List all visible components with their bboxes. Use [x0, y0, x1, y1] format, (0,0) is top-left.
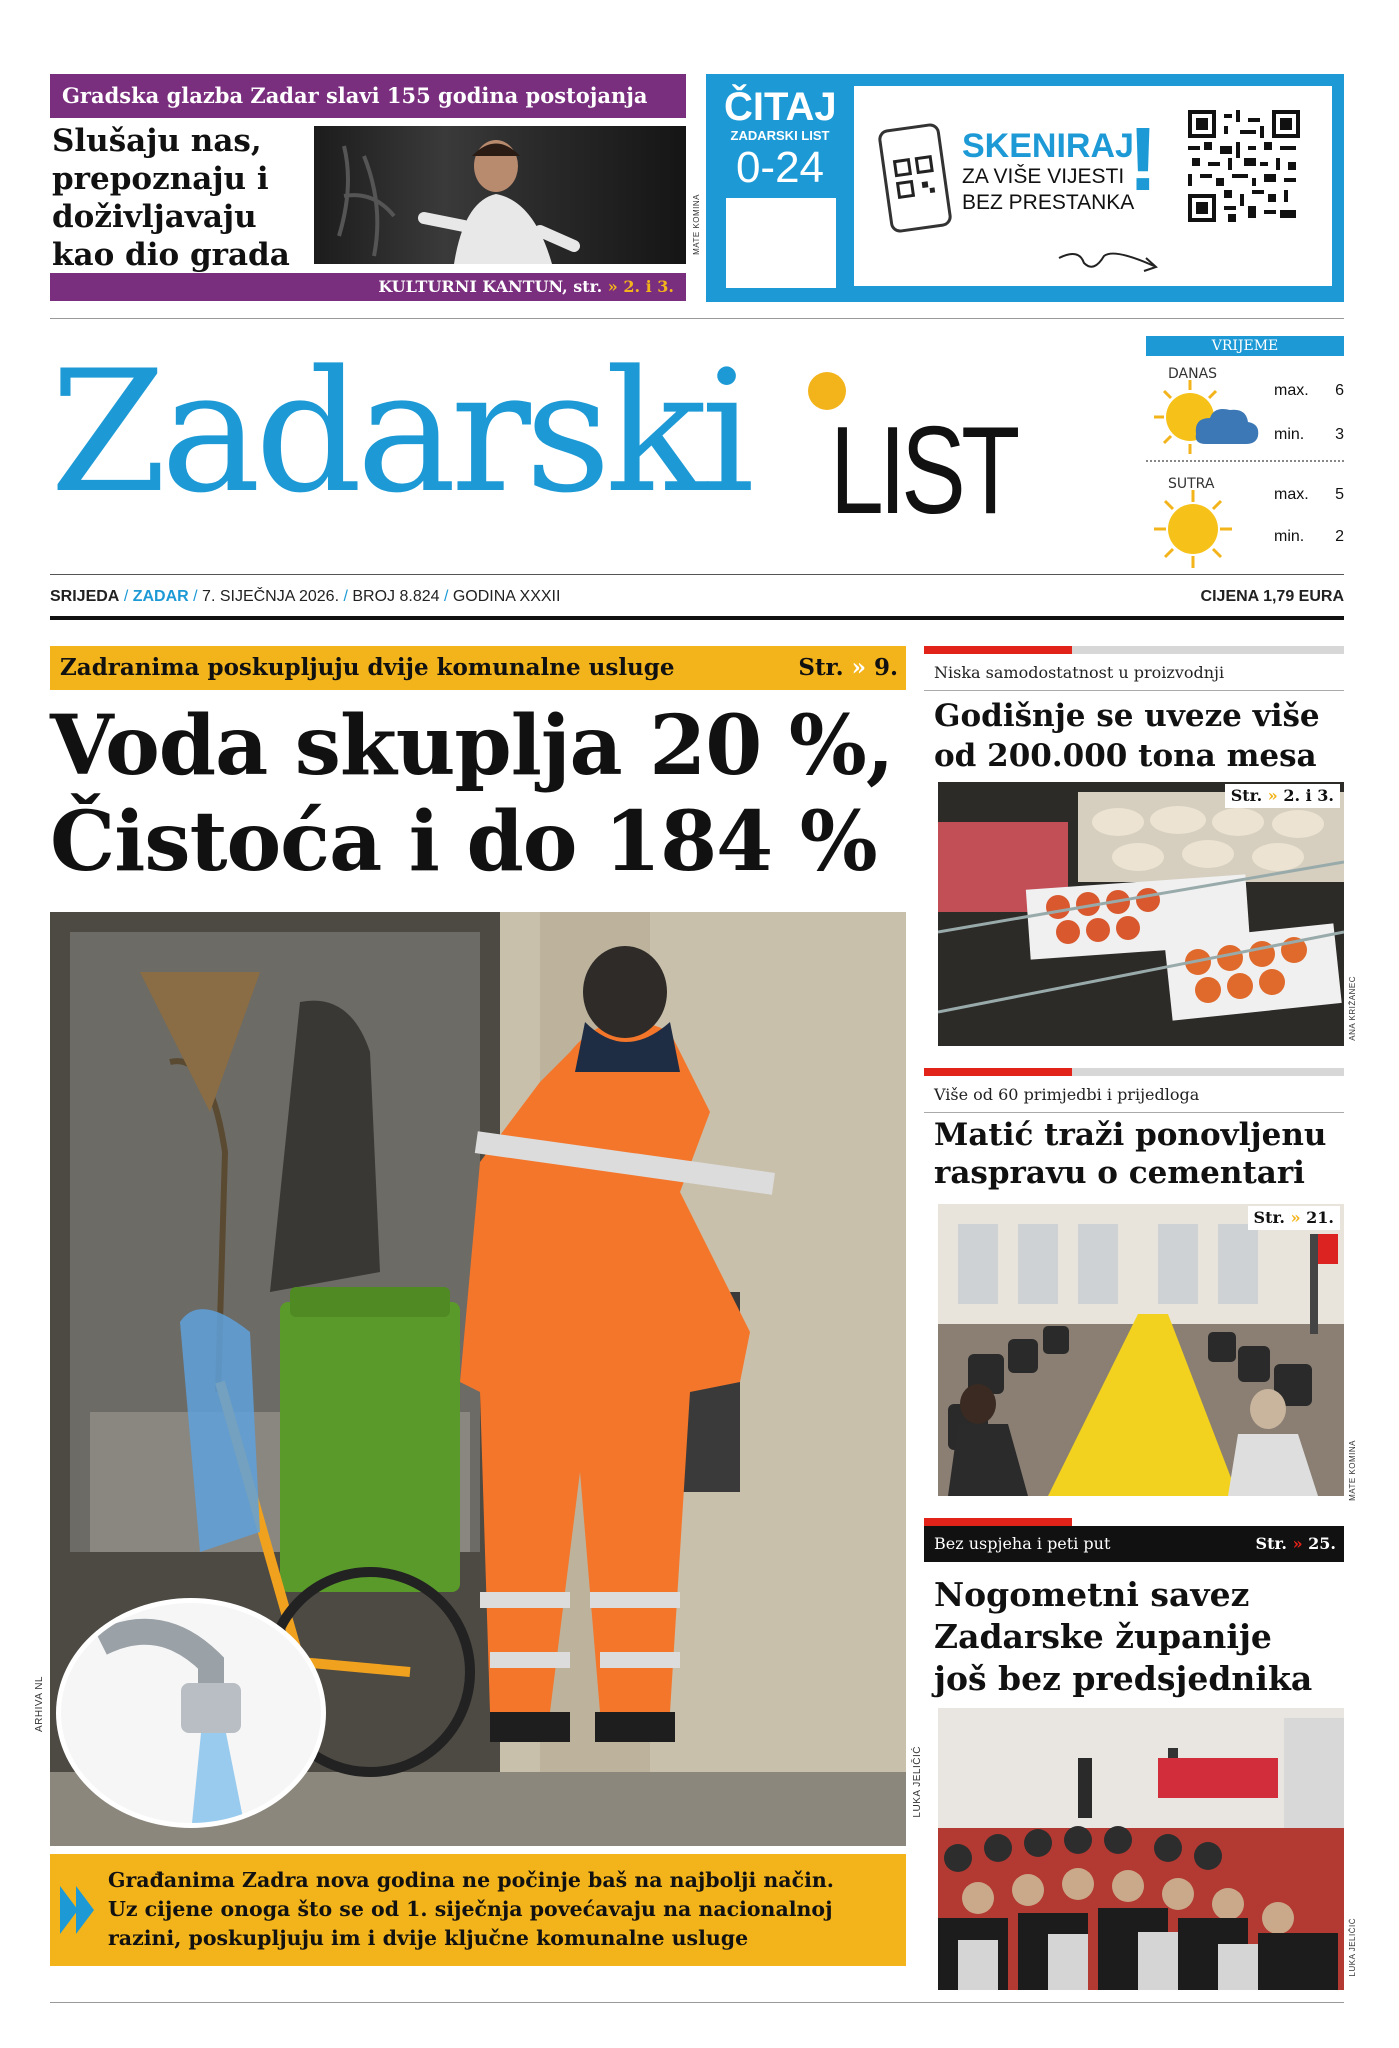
promo-footer: KULTURNI KANTUN, str. » 2. i 3.: [50, 273, 686, 301]
sidebar-page-ref: Str. » 2. i 3.: [1225, 784, 1340, 808]
lead-photo-street-cleaner: [50, 912, 906, 1846]
dateline-city: ZADAR: [132, 588, 189, 605]
divider: [50, 616, 1344, 620]
sidebar-story-cement[interactable]: [924, 1068, 1357, 1504]
tomorrow-min: 2: [1335, 528, 1344, 545]
lead-page: 9.: [873, 654, 898, 681]
arrow-squiggle-icon: [1054, 238, 1164, 283]
weather-box: [1146, 336, 1344, 558]
promo-culture[interactable]: [50, 74, 701, 301]
sidebar-headline: Matić traži ponovljenu raspravu o cementari: [934, 1117, 1327, 1191]
masthead[interactable]: [50, 334, 1130, 550]
sidebar-photo-assembly: [938, 1708, 1344, 1990]
lead-headline: Voda skuplja 20 %, Čistoća i do 184 %: [50, 698, 894, 890]
weather-divider: [1146, 460, 1344, 462]
promo-photo-conductor: [314, 126, 686, 264]
exclamation-icon: !: [1128, 110, 1158, 210]
sun-cloud-icon: [1148, 372, 1268, 467]
masthead-list: LIST: [830, 402, 1016, 540]
lead-page-label: Str.: [798, 654, 844, 681]
dateline-date: 7. SIJEČNJA 2026.: [202, 588, 340, 605]
scan-title: SKENIRAJ: [962, 127, 1134, 165]
lead-kicker-bar: Zadranima poskupljuju dvije komunalne usluge Str. » 9.: [50, 646, 906, 690]
tomorrow-max-label: max.: [1274, 486, 1309, 503]
lead-kicker: Zadranima poskupljuju dvije komunalne usluge: [60, 654, 675, 681]
today-max: 6: [1335, 382, 1344, 399]
sidebar-kicker: Više od 60 primjedbi i prijedloga: [934, 1085, 1200, 1104]
sidebar-page-ref: Str. » 21.: [1248, 1206, 1340, 1230]
weather-title: VRIJEME: [1146, 336, 1344, 356]
dateline: SRIJEDA / ZADAR / 7. SIJEČNJA 2026. / BROJ 8.824 / GODINA XXXII CIJENA 1,79 EURA: [50, 584, 1344, 610]
sidebar-credit: LUKA JELIČIĆ: [1348, 1918, 1357, 1977]
sidebar-story-football[interactable]: [924, 1518, 1357, 1998]
scan-line-2: BEZ PRESTANKA: [962, 191, 1135, 214]
weather-today-label: DANAS: [1168, 366, 1218, 382]
today-max-label: max.: [1274, 382, 1309, 399]
lead-story[interactable]: [34, 646, 923, 1950]
promo-credit: MATE KOMINA: [692, 194, 701, 255]
sidebar-credit: MATE KOMINA: [1348, 1440, 1357, 1501]
sidebar-story-meat[interactable]: [924, 646, 1357, 1056]
dateline-price: CIJENA 1,79 EURA: [1200, 588, 1344, 605]
promo-read-label: ČITAJ ZADARSKI LIST 0-24: [724, 85, 837, 192]
sidebar-kicker: Niska samodostatnost u proizvodnji: [934, 663, 1225, 682]
sidebar-credit: ANA KRIŽANEC: [1348, 976, 1357, 1041]
lead-credit-left: ARHIVA NL: [34, 1676, 45, 1732]
lead-summary-line: razini, poskupljuju im i dvije ključne komunalne usluge: [108, 1926, 749, 1950]
phone-icon: [877, 122, 953, 234]
today-min-label: min.: [1274, 426, 1305, 443]
masthead-name: Zadarski: [50, 334, 749, 530]
double-arrow-icon: [58, 1882, 98, 1943]
today-min: 3: [1335, 426, 1344, 443]
lead-inset-faucet: [56, 1598, 326, 1828]
scan-line-1: ZA VIŠE VIJESTI: [962, 165, 1125, 188]
dateline-issue: BROJ 8.824: [352, 588, 440, 605]
dateline-day: SRIJEDA: [50, 588, 120, 605]
qr-code-icon[interactable]: [1188, 110, 1300, 222]
divider: [50, 574, 1344, 575]
sidebar-headline: Godišnje se uveze više od 200.000 tona mesa: [934, 698, 1320, 774]
sidebar-photo-meat-counter: [938, 782, 1344, 1046]
dateline-year: GODINA XXXII: [452, 588, 561, 605]
sidebar-photo-council: [938, 1204, 1344, 1496]
lead-summary-line: Građanima Zadra nova godina ne počinje baš na najbolji način.: [108, 1868, 834, 1892]
weather-tomorrow-label: SUTRA: [1168, 476, 1215, 492]
sidebar-kicker-bar: Bez uspjeha i peti put Str. » 25.: [924, 1526, 1344, 1562]
sidebar-headline: Nogometni savez Zadarske županije još bez predsjednika: [934, 1575, 1313, 1698]
promo-scan-panel: [854, 86, 1332, 286]
lead-credit-right: LUKA JELIČIĆ: [912, 1746, 923, 1818]
lead-summary-line: Uz cijene onoga što se od 1. siječnja povećavaju na nacionalnoj: [108, 1897, 833, 1921]
divider: [50, 318, 1344, 319]
promo-kicker: Gradska glazba Zadar slavi 155 godina postojanja: [50, 74, 686, 118]
tomorrow-min-label: min.: [1274, 528, 1305, 545]
promo-headline: Slušaju nas, prepoznaju i doživljavaju kao dio grada: [52, 123, 290, 273]
lead-summary-box: [50, 1854, 906, 1966]
tomorrow-max: 5: [1335, 486, 1344, 503]
divider: [50, 2002, 1344, 2003]
promo-read-online[interactable]: [706, 74, 1344, 302]
sun-icon: [1148, 484, 1238, 579]
